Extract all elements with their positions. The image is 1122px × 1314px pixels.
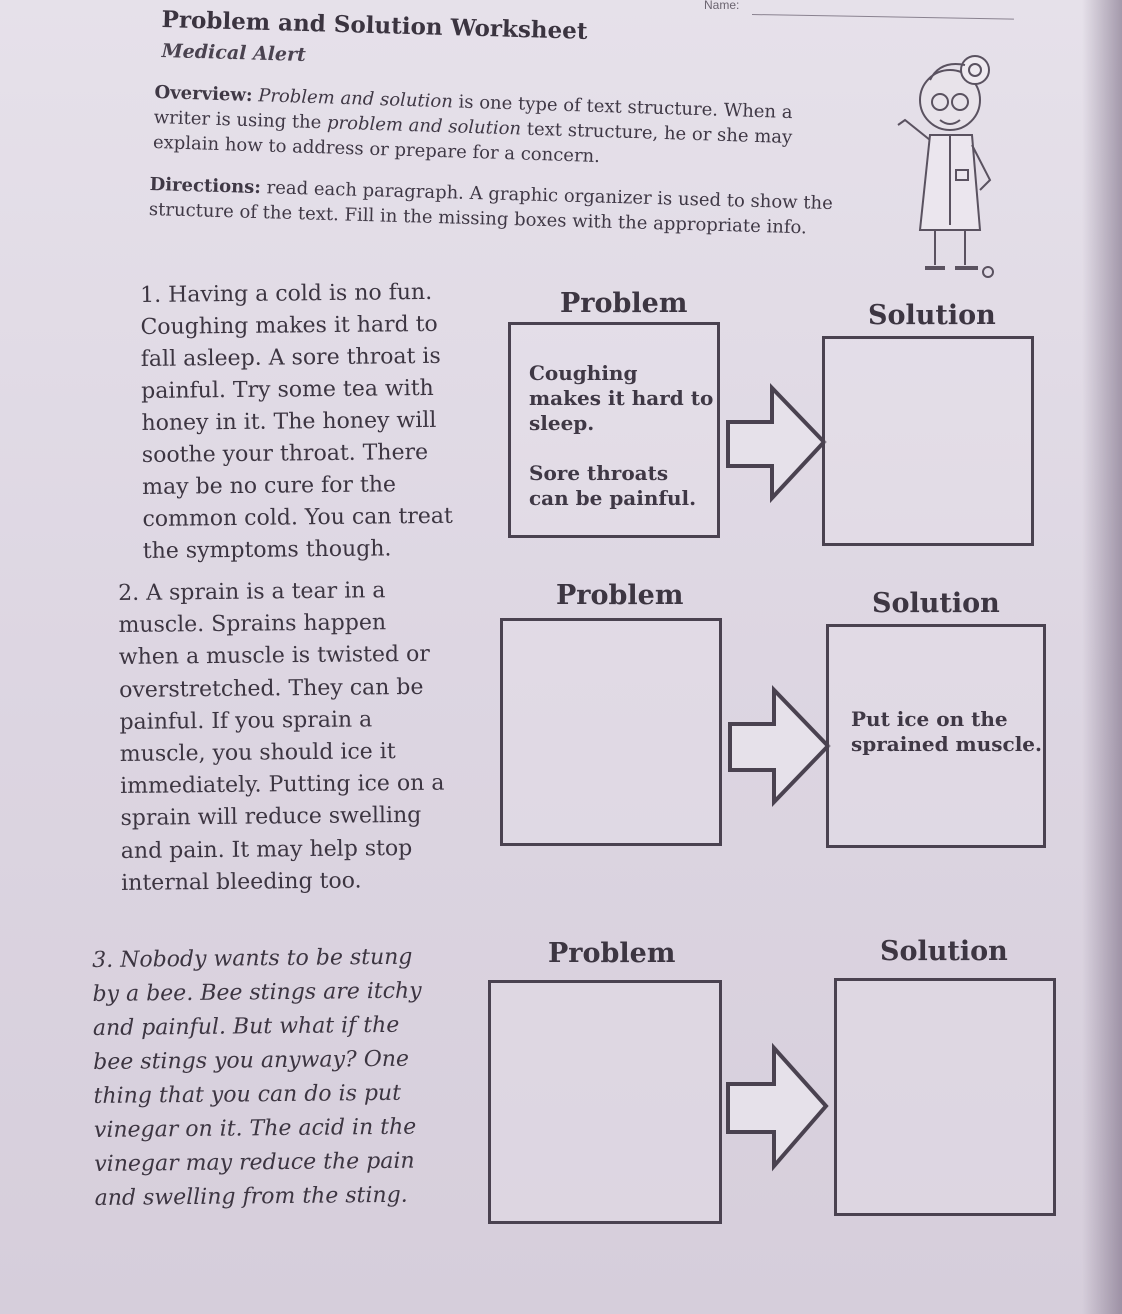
solution-box-2[interactable] [826, 624, 1046, 848]
overview-text-2: text structure, he or she may explain how to address or prepare for a concern. [152, 118, 793, 168]
box-line: sprained muscle. [851, 732, 1042, 756]
box-line: makes it hard to [529, 386, 714, 410]
right-arrow-icon [724, 384, 829, 502]
problem-heading-1: Problem [560, 288, 688, 319]
overview-emphasis-1: Problem and solution [257, 85, 454, 113]
problem-box-3[interactable] [488, 980, 722, 1224]
right-arrow-icon [726, 686, 834, 806]
problem-box-1[interactable] [508, 322, 720, 538]
right-arrow-icon [724, 1044, 832, 1170]
directions-paragraph [149, 172, 870, 242]
name-line[interactable] [752, 14, 1014, 20]
solution-heading-1: Solution [868, 300, 996, 331]
solution-box-3[interactable] [834, 978, 1056, 1216]
overview-text-1: is one type of text structure. When a writer is using the [153, 91, 793, 134]
name-label: Name: [704, 0, 740, 12]
box-line: sleep. [529, 411, 595, 435]
box-line: Coughing [529, 361, 638, 385]
story-1-text: 1. Having a cold is no fun. Coughing makes it hard to fall asleep. A sore throat is painful. Try some tea with honey in it. The honey will soothe your throat. There may be no cure for the common cold. You can treat the symptoms though. [140, 279, 453, 564]
box-line: Put ice on the [851, 707, 1008, 731]
overview-emphasis-2: problem and solution [326, 112, 522, 140]
directions-text: read each paragraph. A graphic organizer is used to show the structure of the text. Fill in the missing boxes with the appropriate info. [148, 177, 834, 239]
box-line: can be painful. [529, 486, 697, 510]
overview-paragraph [153, 80, 845, 177]
box-line: Sore throats [529, 461, 669, 485]
problem-box-2[interactable] [500, 618, 722, 846]
problem-heading-2: Problem [556, 580, 684, 611]
overview-label: Overview: [154, 81, 253, 107]
solution-heading-2: Solution [872, 588, 1000, 619]
solution-box-1[interactable] [822, 336, 1034, 546]
story-2-text: 2. A sprain is a tear in a muscle. Sprains happen when a muscle is twisted or overstretched. They can be painful. If you sprain a muscle, you should ice it immediately. Putting ice on a sprain will reduce swelling and pain. It may help stop internal bleeding too. [118, 578, 445, 896]
solution-heading-3: Solution [880, 936, 1008, 967]
worksheet-subtitle: Medical Alert [161, 40, 307, 67]
doctor-cartoon-icon [890, 40, 1010, 285]
solution-box-2-text [851, 707, 1042, 757]
page-edge-shadow [1082, 0, 1122, 1314]
box-line [529, 436, 713, 461]
directions-label: Directions: [149, 173, 262, 199]
problem-heading-3: Problem [548, 938, 676, 969]
problem-box-1-text [529, 361, 713, 511]
story-3-text: 3. Nobody wants to be stung by a bee. Bee stings are itchy and painful. But what if the bee stings you anyway? One thing that you can do is put vinegar on it. The acid in the vinegar may reduce the pain and swelling from the sting. [92, 944, 422, 1211]
worksheet-title: Problem and Solution Worksheet [161, 6, 588, 45]
